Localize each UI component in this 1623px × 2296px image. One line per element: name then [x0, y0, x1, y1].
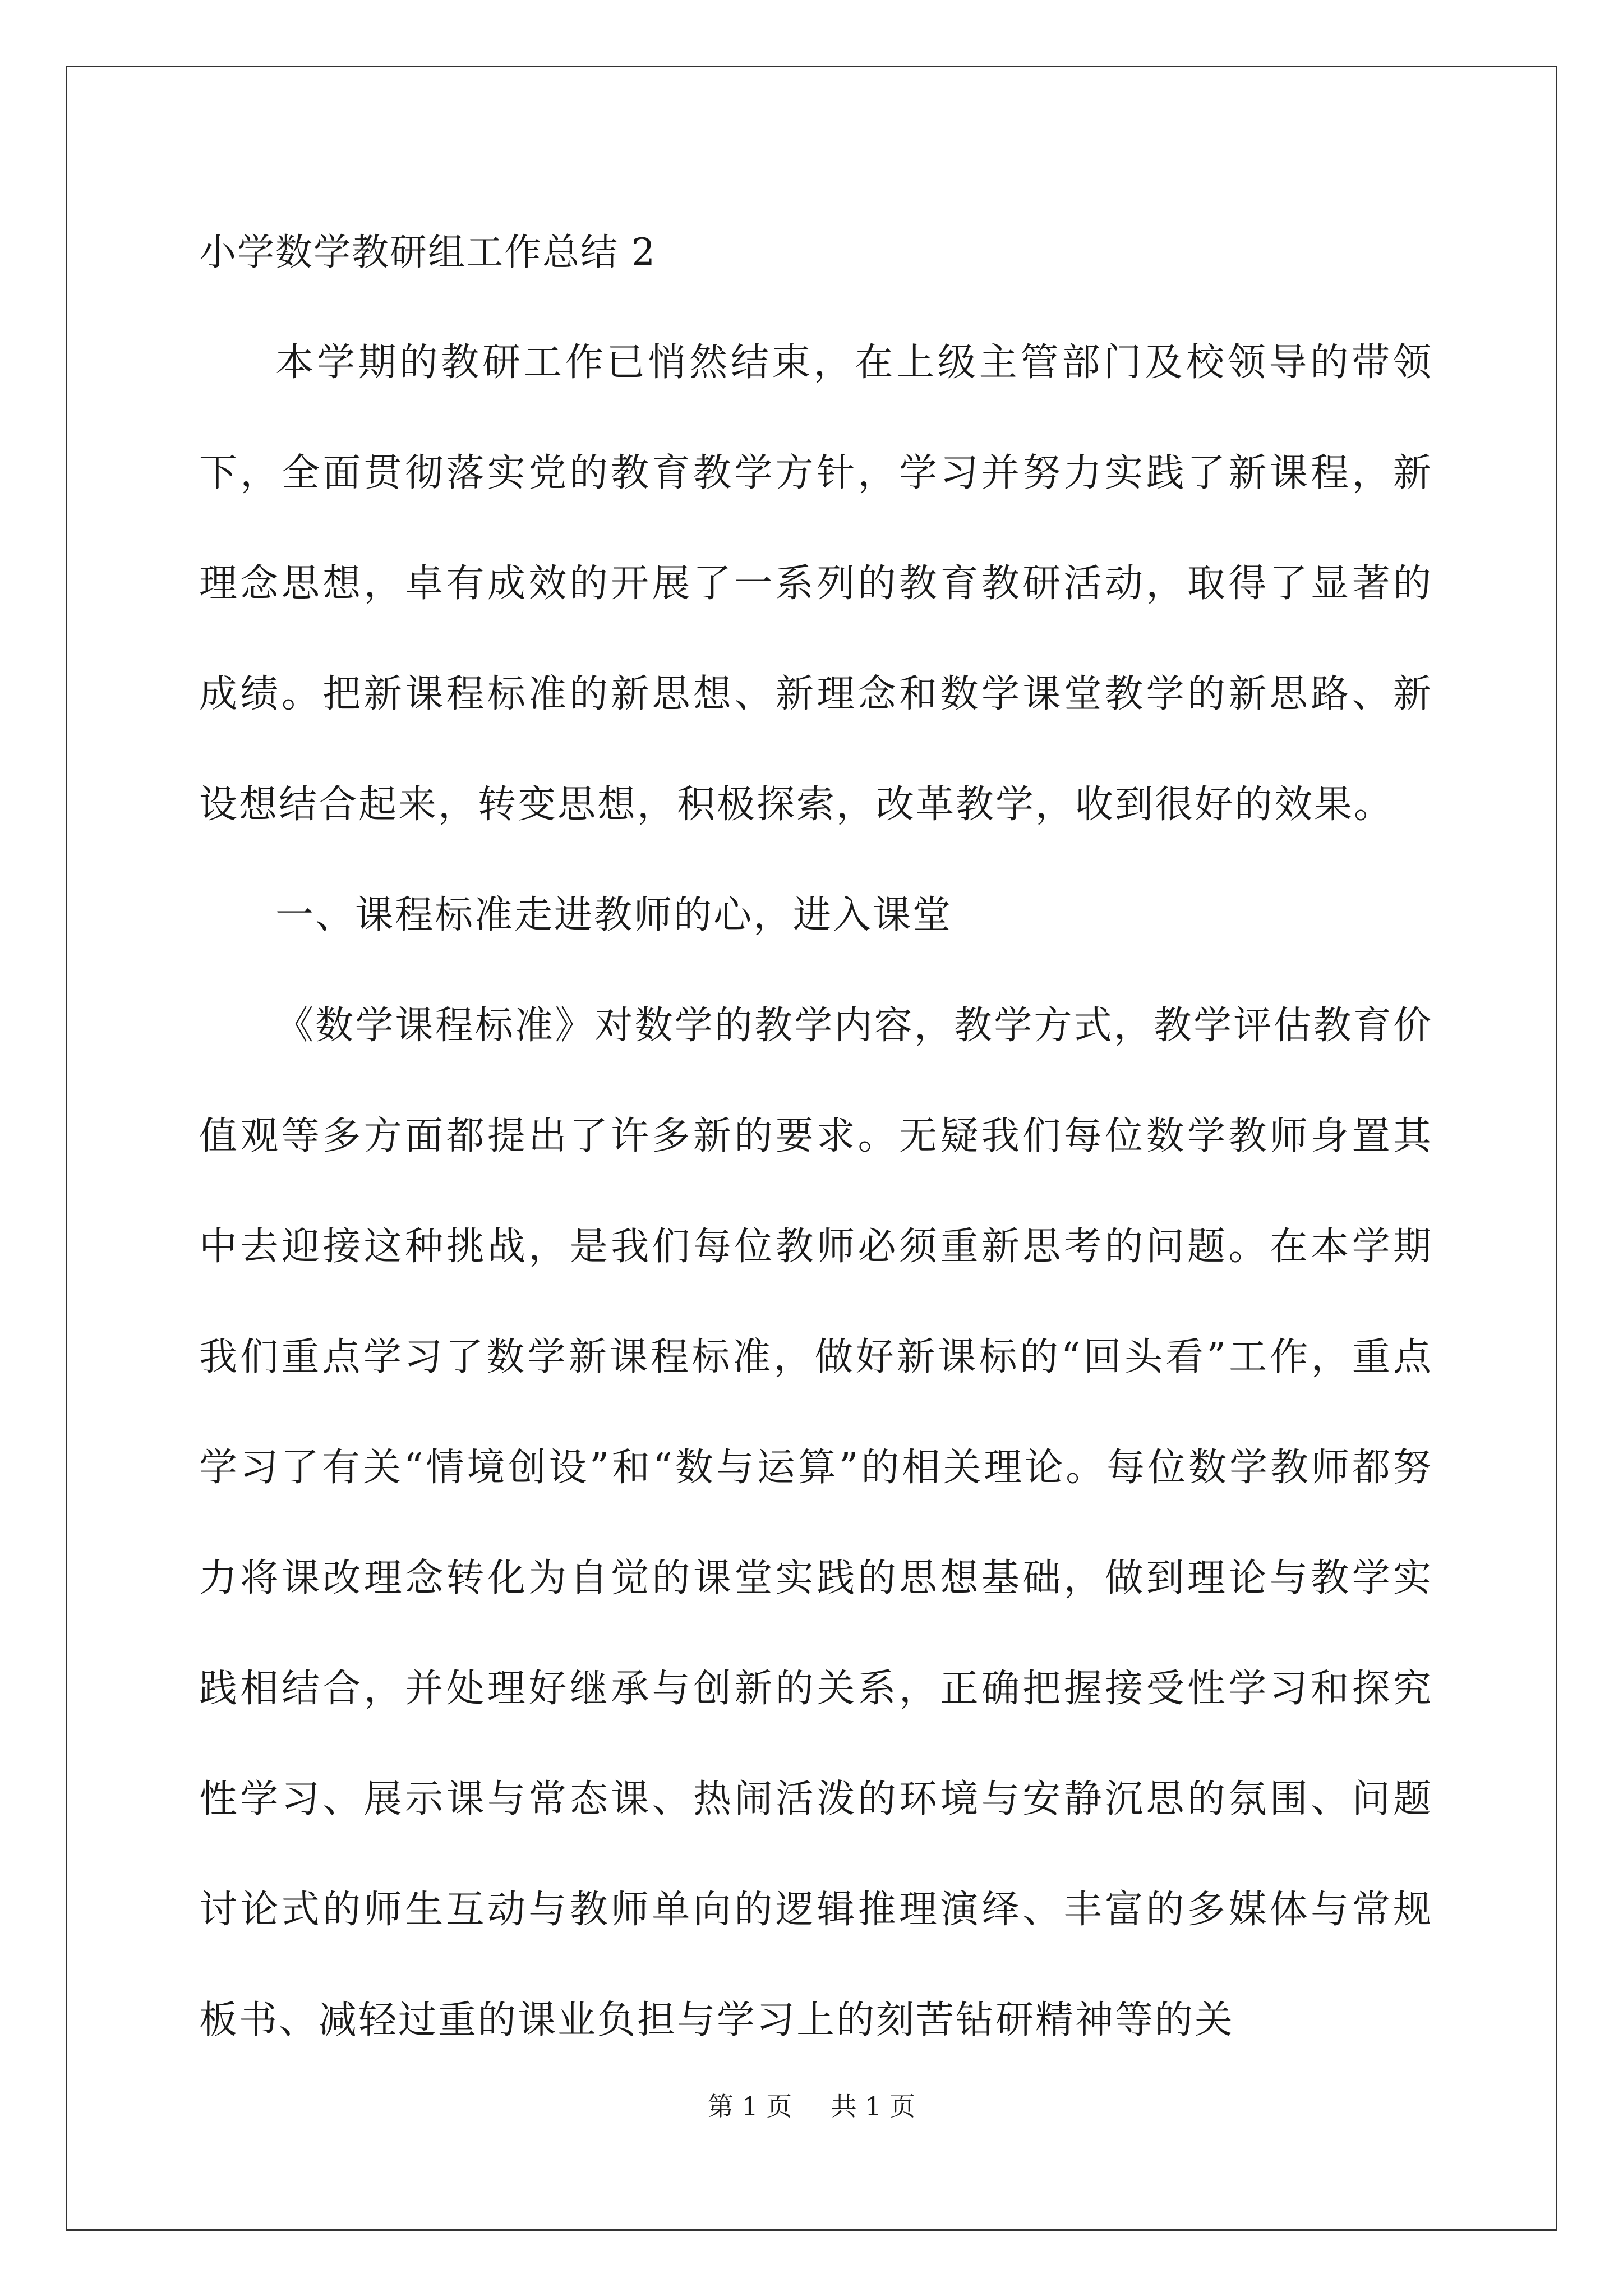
- paragraph-curriculum: 《数学课程标准》对数学的教学内容，教学方式，教学评估教育价值观等多方面都提出了许多新的要求。无疑我们每位数学教师身置其中去迎接这种挑战，是我们每位教师必须重新思考的问题。在本学期我们重点学习了数学新课程标准，做好新课标的“回头看”工作，重点学习了有关“情境创设”和“数与运算”的相关理论。每位数学教师都努力将课改理念转化为自觉的课堂实践的思想基础，做到理论与教学实践相结合，并处理好继承与创新的关系，正确把握接受性学习和探究性学习、展示课与常态课、热闹活泼的环境与安静沉思的氛围、问题讨论式的师生互动与教师单向的逻辑推理演绎、丰富的多媒体与常规板书、减轻过重的课业负担与学习上的刻苦钻研精神等的关: [199, 1004, 1433, 2042]
- paragraph-intro: 本学期的教研工作已悄然结束，在上级主管部门及校领导的带领下，全面贯彻落实党的教育教学方针，学习并努力实践了新课程，新理念思想，卓有成效的开展了一系列的教育教研活动，取得了显著的成绩。把新课程标准的新思想、新理念和数学课堂教学的新思路、新设想结合起来，转变思想，积极探索，改革教学，收到很好的效果。: [199, 341, 1433, 827]
- page-footer: [0, 2090, 1623, 2123]
- document-body: [199, 222, 1433, 2076]
- page-number: 第 1 页: [707, 2091, 792, 2122]
- page-total: 共 1 页: [831, 2091, 916, 2122]
- section-heading-1: 一、课程标准走进教师的心，进入课堂: [275, 893, 953, 937]
- document-title: 小学数学教研组工作总结 2: [199, 231, 656, 274]
